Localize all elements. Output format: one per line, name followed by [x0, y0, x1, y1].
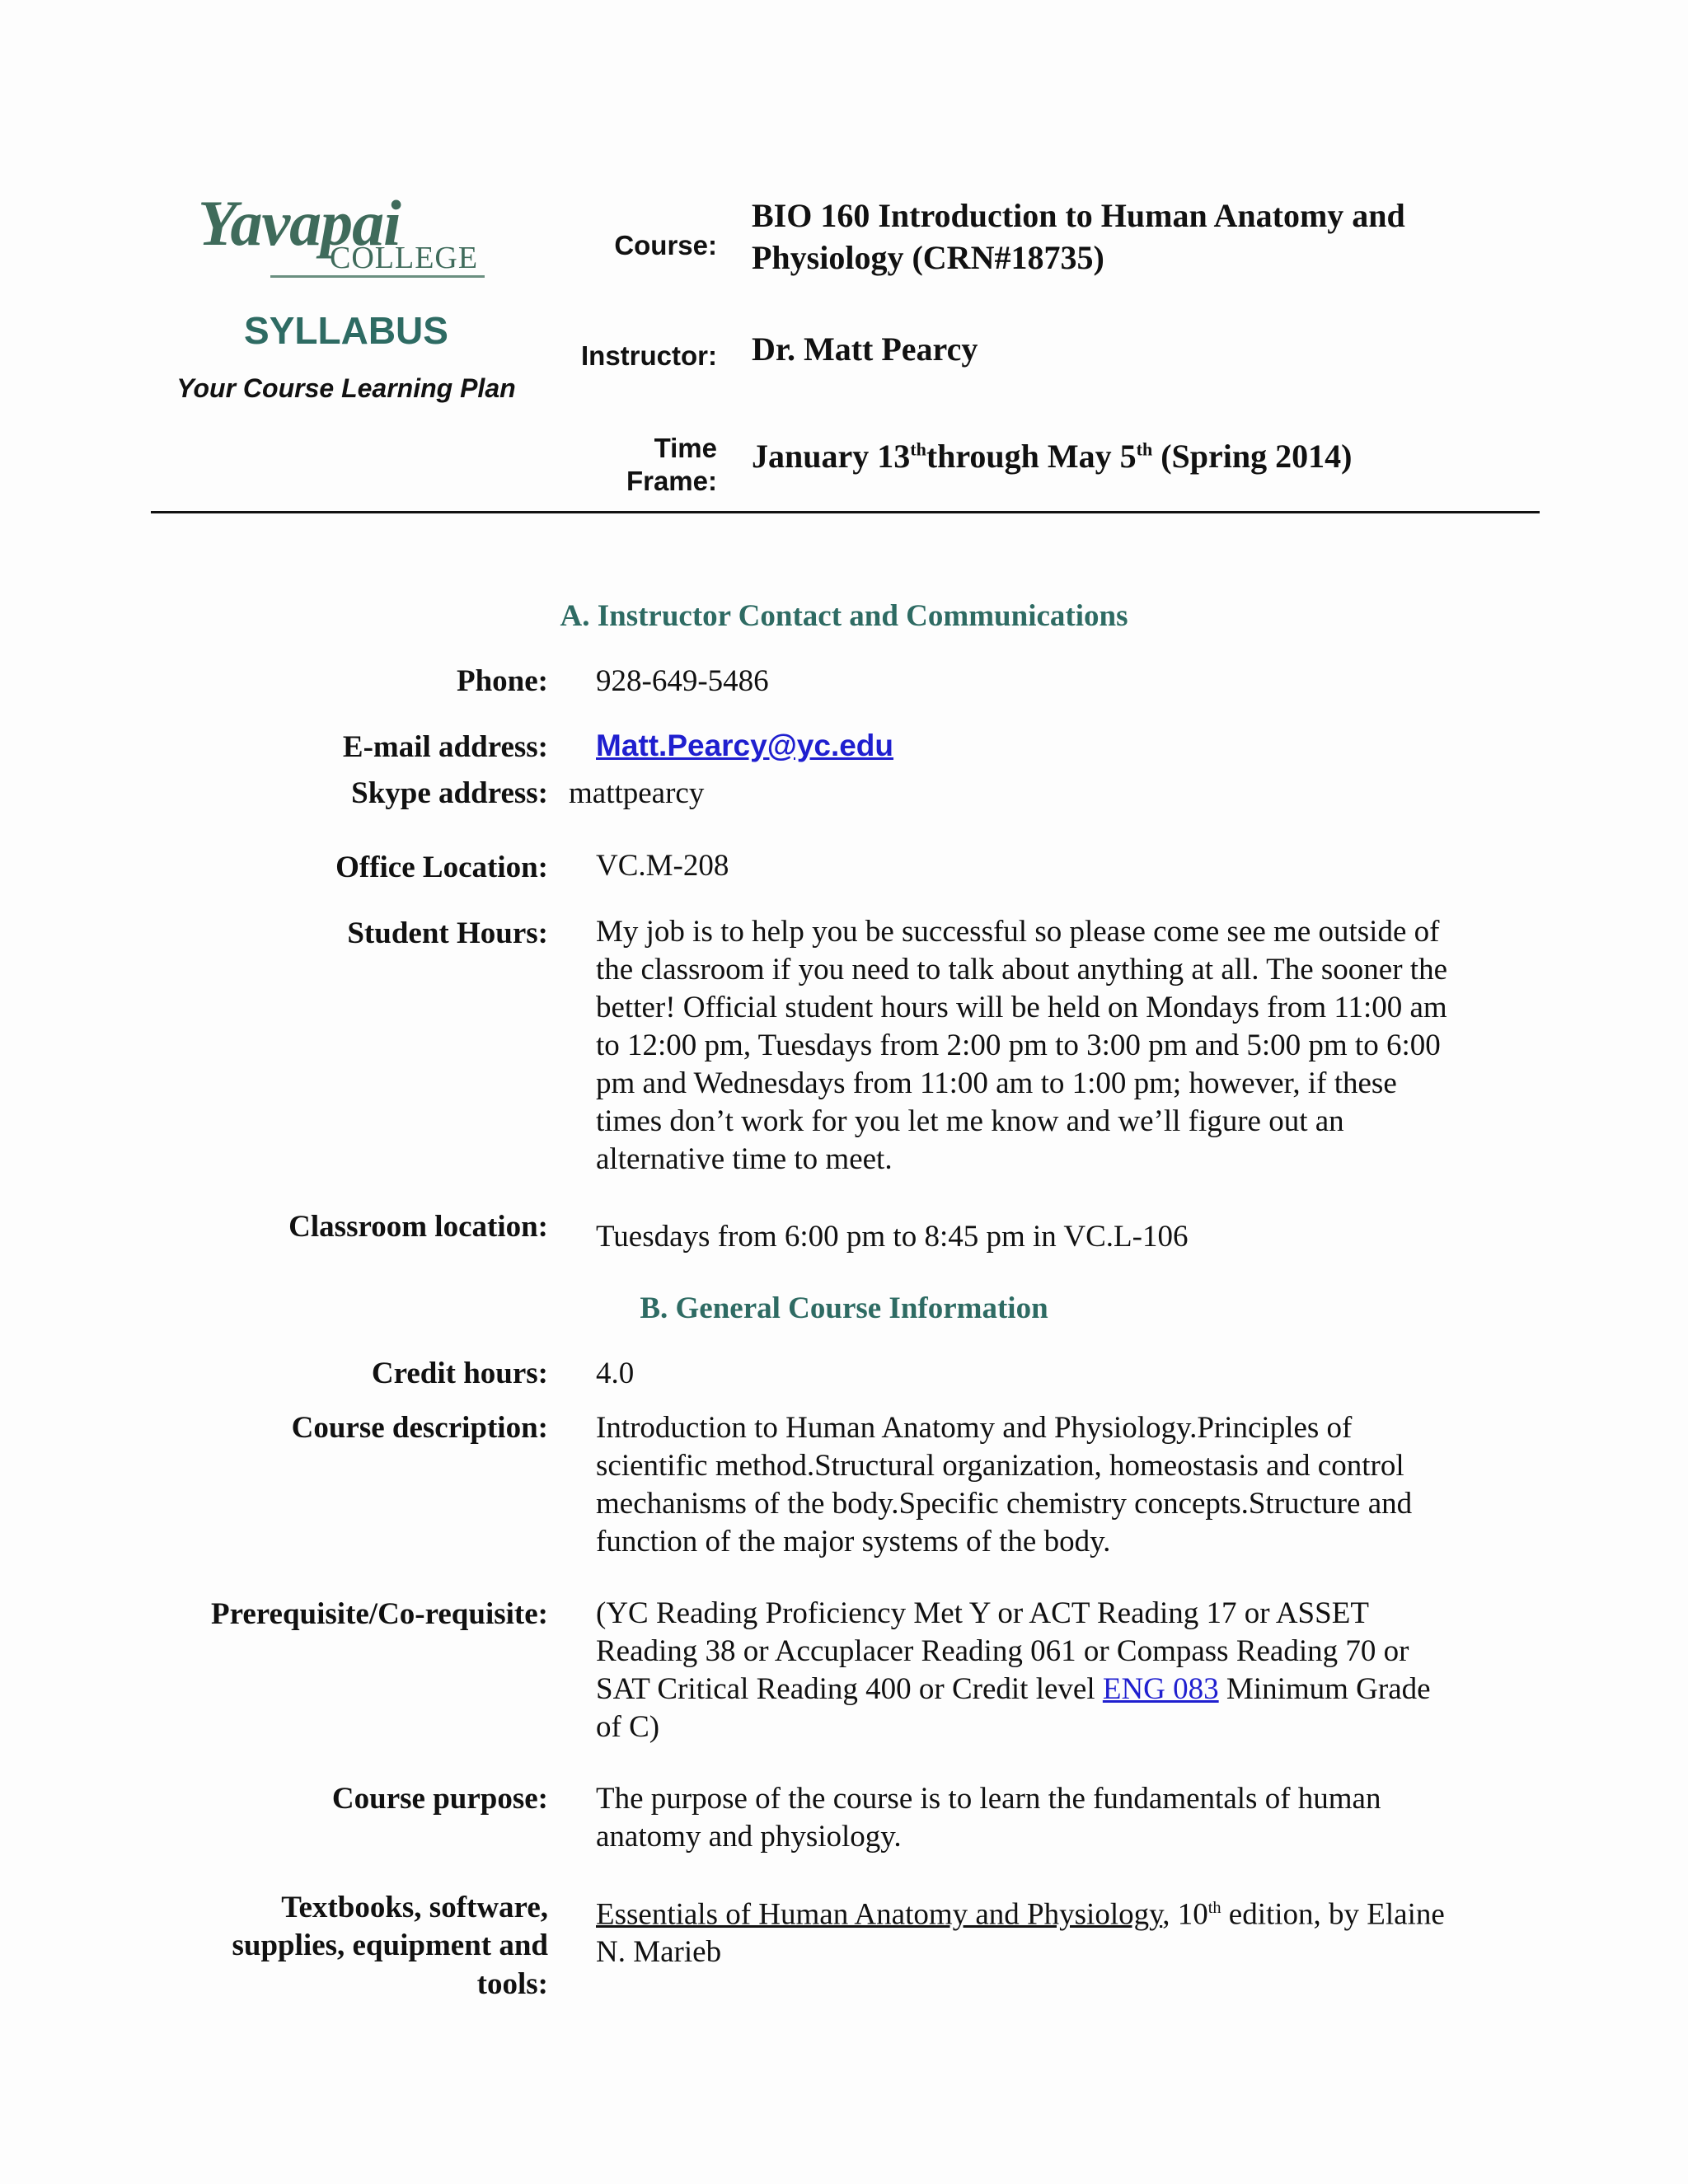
student-hours-line: alternative time to meet. [596, 1142, 893, 1176]
credit-hours-label: Credit hours: [371, 1357, 548, 1390]
college-logo [198, 187, 495, 282]
timeframe-end: through May 5 [926, 438, 1137, 475]
office-label: Office Location: [335, 851, 548, 884]
textbooks-label-line: tools: [476, 1966, 548, 2001]
prerequisite-line: of C) [596, 1710, 660, 1744]
email-label: E-mail address: [342, 730, 548, 764]
logo-underline [270, 275, 485, 278]
textbooks-label-line: Textbooks, software, [281, 1891, 548, 1924]
timeframe-start-suffix: th [910, 438, 926, 460]
student-hours-value [596, 913, 1544, 1179]
course-purpose-label: Course purpose: [331, 1782, 548, 1816]
prerequisite-line: (YC Reading Proficiency Met Y or ACT Reading 17 or ASSET [596, 1596, 1369, 1630]
phone-value: 928-649-5486 [596, 664, 769, 698]
course-purpose-line: The purpose of the course is to learn the fundamentals of human [596, 1782, 1381, 1816]
phone-label: Phone: [457, 664, 548, 698]
prerequisite-line: Reading 38 or Accuplacer Reading 061 or Compass Reading 70 or [596, 1634, 1409, 1668]
instructor-label: Instructor: [581, 340, 717, 371]
student-hours-line: times don’t work for you let me know and we’ll figure out an [596, 1104, 1344, 1138]
course-value-line1: BIO 160 Introduction to Human Anatomy and [752, 197, 1405, 234]
textbooks-label-line: supplies, equipment and [232, 1929, 548, 1963]
textbook-author: edition, by Elaine [1221, 1897, 1445, 1932]
syllabus-subtitle: Your Course Learning Plan [176, 373, 516, 403]
timeframe-label-line1: Time [654, 433, 717, 463]
course-description-line: function of the major systems of the body. [596, 1525, 1111, 1558]
logo-wordmark: Yavapai [198, 187, 401, 259]
prerequisite-text: SAT Critical Reading 400 or Credit level [596, 1672, 1103, 1706]
classroom-value: Tuesdays from 6:00 pm to 8:45 pm in VC.L-106 [596, 1220, 1189, 1254]
textbook-line: N. Marieb [596, 1935, 722, 1970]
course-description-line: scientific method.Structural organization, homeostasis and control [596, 1449, 1404, 1483]
course-description-label: Course description: [291, 1411, 548, 1445]
skype-value: mattpearcy [569, 776, 705, 810]
prerequisite-value [596, 1595, 1544, 1746]
prerequisite-text: Minimum Grade [1218, 1672, 1431, 1706]
student-hours-line: to 12:00 pm, Tuesdays from 2:00 pm to 3:00 pm and 5:00 pm to 6:00 [596, 1029, 1441, 1062]
course-purpose-value [596, 1780, 1544, 1856]
skype-label: Skype address: [351, 776, 548, 810]
course-purpose-line: anatomy and physiology. [596, 1820, 902, 1854]
email-link[interactable]: Matt.Pearcy@yc.edu [596, 729, 894, 762]
textbook-line [596, 1889, 1544, 1933]
logo-subtext: COLLEGE [330, 241, 479, 275]
textbooks-label [124, 1889, 548, 2004]
student-hours-line: My job is to help you be successful so please come see me outside of [596, 915, 1440, 949]
timeframe-start: January 13 [752, 438, 911, 475]
office-value: VC.M-208 [596, 849, 729, 883]
textbook-title: Essentials of Human Anatomy and Physiology [596, 1897, 1163, 1932]
timeframe-end-suffix: th [1136, 438, 1153, 460]
textbook-edition: , 10 [1162, 1897, 1208, 1932]
eng-083-link[interactable]: ENG 083 [1102, 1672, 1219, 1706]
instructor-value: Dr. Matt Pearcy [752, 330, 978, 368]
timeframe-label [528, 432, 717, 497]
course-description-line: mechanisms of the body.Specific chemistry concepts.Structure and [596, 1487, 1413, 1521]
timeframe-term: (Spring 2014) [1152, 438, 1353, 475]
email-value-wrap [596, 727, 1544, 766]
timeframe-label-line2: Frame: [626, 465, 717, 496]
course-value [752, 194, 1576, 279]
course-label: Course: [614, 230, 717, 260]
syllabus-title: SYLLABUS [244, 309, 448, 352]
student-hours-line: better! Official student hours will be held on Mondays from 11:00 am [596, 991, 1447, 1024]
student-hours-label: Student Hours: [347, 916, 548, 950]
classroom-label: Classroom location: [288, 1210, 548, 1244]
prerequisite-label: Prerequisite/Co-requisite: [211, 1597, 548, 1631]
course-description-value [596, 1409, 1544, 1561]
section-b-title: B. General Course Information [640, 1291, 1048, 1325]
textbooks-value [596, 1889, 1544, 1971]
course-description-line: Introduction to Human Anatomy and Physiology.Principles of [596, 1411, 1353, 1445]
header-divider [151, 511, 1540, 513]
section-a-title: A. Instructor Contact and Communications [560, 599, 1128, 633]
textbook-edition-suffix: th [1207, 1899, 1221, 1917]
course-value-line2: Physiology (CRN#18735) [752, 239, 1104, 277]
prerequisite-line [596, 1671, 1544, 1708]
student-hours-line: pm and Wednesdays from 11:00 am to 1:00 pm; however, if these [596, 1066, 1397, 1100]
timeframe-value [752, 435, 1576, 477]
credit-hours-value: 4.0 [596, 1357, 635, 1390]
student-hours-line: the classroom if you need to talk about anything at all. The sooner the [596, 953, 1448, 987]
